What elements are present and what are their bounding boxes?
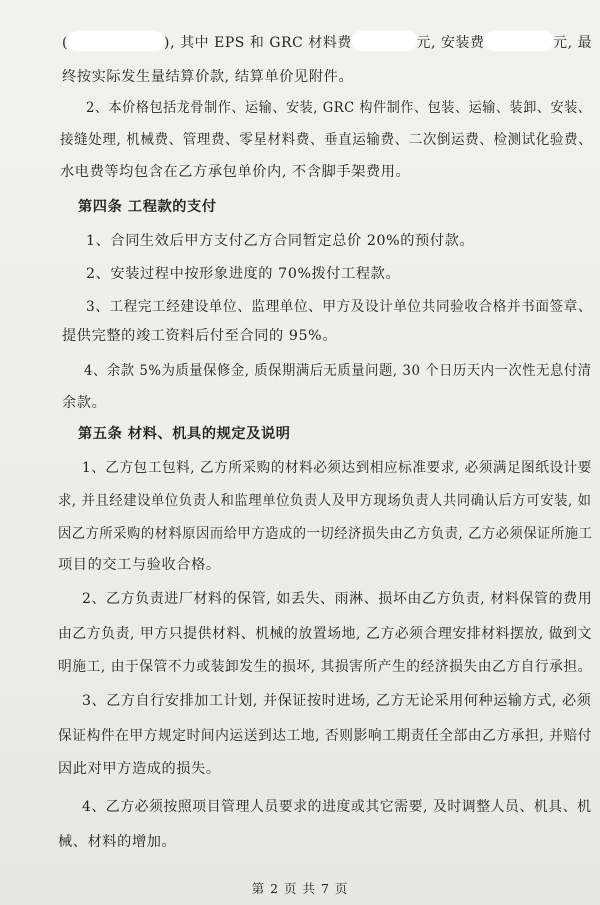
text-line: 提供完整的竣工资料后付至合同的 95%。 — [62, 328, 338, 344]
redacted-install-cost — [485, 31, 554, 51]
page-number: 第 2 页 共 7 页 — [251, 881, 349, 896]
text-line: 2、本价格包括龙骨制作、运输、安装, GRC 构件制作、包装、运输、装卸、安装、 — [86, 100, 592, 116]
section-heading-article-4: 第四条 工程款的支付 — [78, 199, 217, 215]
text-line: 2、安装过程中按形象进度的 70%拨付工程款。 — [86, 266, 401, 282]
line-top-unit2: 元, 最 — [553, 35, 593, 51]
text-line: 械、材料的增加。 — [58, 834, 177, 850]
text-line: 4、乙方必须按照项目管理人员要求的进度或其它需要, 及时调整人员、机具、机 — [82, 799, 592, 815]
text-line: 1、合同生效后甲方支付乙方合同暂定总价 20%的预付款。 — [86, 233, 475, 249]
text-line: 项目的交工与验收合格。 — [58, 557, 221, 573]
text-line: 1、乙方包工包料, 乙方所采购的材料必须达到相应标准要求, 必须满足图纸设计要 — [82, 460, 592, 476]
text-line: 3、乙方自行安排加工计划, 并保证按时进场, 乙方无论采用何种运输方式, 必须 — [82, 693, 592, 709]
open-paren: ( — [62, 35, 69, 51]
text-line-top — [62, 31, 592, 52]
text-line: 余款。 — [62, 395, 107, 411]
text-line: 明施工, 由于保管不力或装卸发生的损坏, 其损害所产生的经济损失由乙方自行承担。 — [58, 659, 593, 675]
text-line: 水电费等均包含在乙方承包单价内, 不含脚手架费用。 — [60, 164, 411, 180]
redacted-total-amount — [68, 31, 164, 51]
text-line: 终按实际发生量结算价款, 结算单价见附件。 — [62, 69, 354, 85]
redacted-material-cost — [352, 31, 417, 51]
text-line: 4、余款 5%为质量保修金, 质保期满后无质量问题, 30 个日历天内一次性无息付清 — [84, 363, 592, 379]
text-line: 2、乙方负责进厂材料的保管, 如丢失、雨淋、损坏由乙方负责, 材料保管的费用 — [82, 591, 593, 607]
text-line: 由乙方负责, 甲方只提供材料、机械的放置场地, 乙方必须合理安排材料摆放, 做到文 — [58, 626, 592, 642]
text-line: 接缝处理, 机械费、管理费、零星材料费、垂直运输费、二次倒运费、检测试化验费、 — [60, 132, 593, 148]
section-heading-article-5: 第五条 材料、机具的规定及说明 — [78, 426, 291, 442]
text-line: 因乙方所采购的材料原因而给甲方造成的一切经济损失由乙方负责, 乙方必须保证所施工 — [58, 526, 593, 542]
line-top-mid: ), 其中 EPS 和 GRC 材料费 — [164, 35, 352, 51]
line-top-unit1: 元, 安装费 — [416, 35, 485, 51]
text-line: 因此对甲方造成的损失。 — [58, 761, 221, 777]
text-line: 3、工程完工经建设单位、监理单位、甲方及设计单位共同验收合格并书面签章、 — [86, 299, 593, 315]
text-line: 求, 并且经建设单位负责人和监理单位负责人及甲方现场负责人共同确认后方可安装, 如 — [58, 493, 592, 509]
text-line: 保证构件在甲方规定时间内运送到达工地, 否则影响工期责任全部由乙方承担, 并赔付 — [58, 728, 593, 744]
